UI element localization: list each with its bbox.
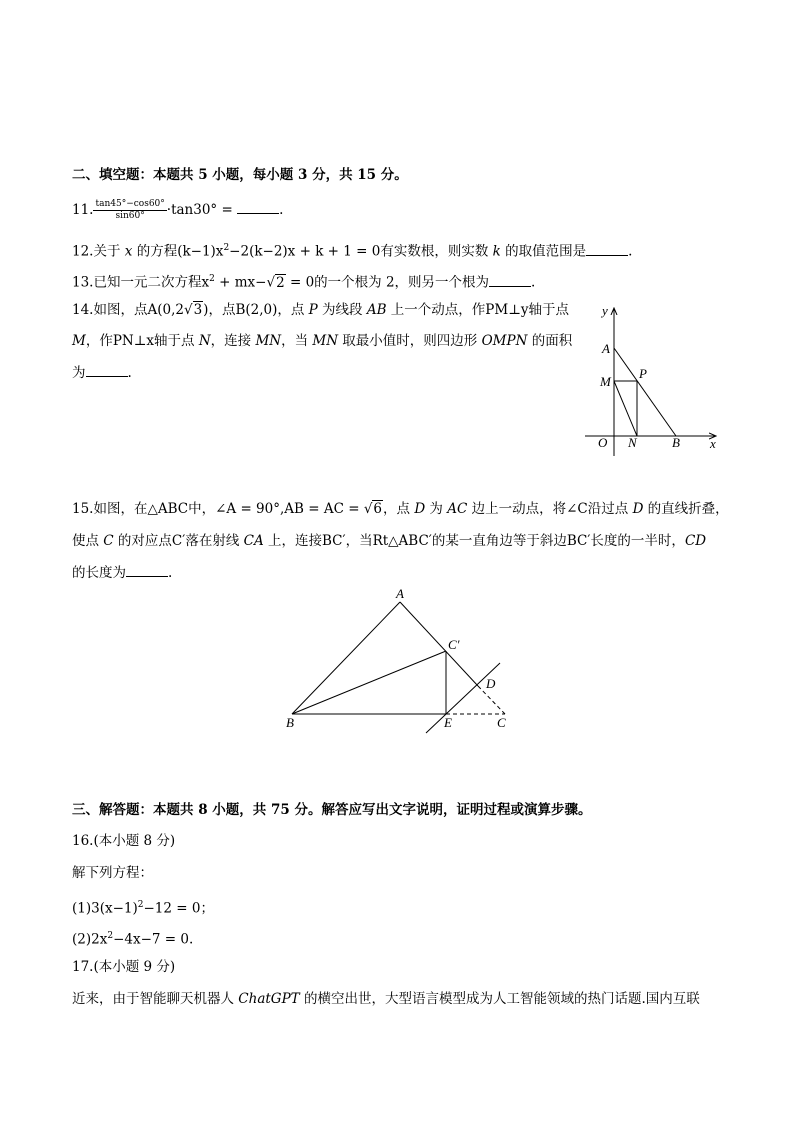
label-x: x xyxy=(710,436,716,451)
question-14-line-3: 为 . xyxy=(72,365,132,381)
question-text: 为 xyxy=(425,501,448,517)
question-text: −2(k−2)x + k + 1 = 0有实数根，则实数 xyxy=(229,243,493,260)
variable: D xyxy=(632,501,644,517)
variable: OMPN xyxy=(481,333,528,349)
segment-ab xyxy=(614,348,676,436)
radicand: 2 xyxy=(276,274,285,291)
question-16-instruction: 解下列方程： xyxy=(72,865,153,881)
answer-blank[interactable] xyxy=(489,274,531,287)
variable: AC xyxy=(447,501,468,517)
question-13: 13.已知一元二次方程$x^2 + mx-√2 = 0$的一个根为 2，则另一个根为 . xyxy=(72,274,536,291)
question-text: 边上一动点，将∠C沿过点 xyxy=(467,501,633,517)
label-p: P xyxy=(639,366,647,381)
question-number: 12. xyxy=(72,243,94,260)
label-y: y xyxy=(602,303,608,318)
fraction xyxy=(93,199,166,222)
answer-blank[interactable] xyxy=(126,564,168,577)
variable: MN xyxy=(255,333,282,349)
question-text: 关于 xyxy=(93,243,125,260)
exponent: 2 xyxy=(137,900,144,910)
question-text: 为 xyxy=(72,365,86,381)
exponent: 2 xyxy=(107,931,114,941)
fraction-numerator: tan45°−cos60° xyxy=(95,199,165,209)
question-15-line-1: 15.如图，在△ABC中，∠A = 90°,AB = AC = √6，点 D 为 AC 边上一动点，将∠C沿过点 D 的直线折叠， xyxy=(72,501,729,517)
question-text: 15.如图，在△ABC中，∠A = 90°,AB = AC = xyxy=(72,501,364,517)
question-text: 已知一元二次方程x xyxy=(93,274,210,291)
variable: CD xyxy=(684,533,707,549)
question-text: 近来，由于智能聊天机器人 xyxy=(72,991,239,1007)
question-17-text xyxy=(72,989,700,1009)
question-text: 的横空出世，大型语言模型成为人工智能领域的热门话题.国内互联 xyxy=(299,991,700,1007)
question-text: 的长度为 xyxy=(72,565,126,581)
question-text: 上，连接BC′，当Rt△ABC′的某一直角边等于斜边BC′长度的一半时， xyxy=(263,533,685,549)
variable: D xyxy=(414,501,426,517)
variable: N xyxy=(198,333,211,349)
segment-bc-prime xyxy=(292,651,446,714)
variable: k xyxy=(492,243,501,260)
answer-blank[interactable] xyxy=(586,243,628,256)
question-text: ，连接 xyxy=(210,333,256,349)
segment-ab xyxy=(292,602,400,714)
question-11: 11. $\frac{\tan 45^\circ-\cos 60^\circ}{\sin 60^\circ}$ ·tan30° = . xyxy=(72,199,284,221)
question-14-line-1: 14.如图，点A(0,2√3)，点B(2,0)，点 P 为线段 AB 上一个动点，作PM⊥y轴于点 xyxy=(72,302,570,318)
variable: M xyxy=(72,333,86,349)
question-12: 12.关于 x 的方程$(k-1)x^2-2(k-2)x + k + 1 = 0$有实数根，则实数 k 的取值范围是 . xyxy=(72,243,633,260)
answer-blank[interactable] xyxy=(237,201,279,214)
label-b: B xyxy=(286,715,294,730)
question-text: 14.如图，点A(0,2 xyxy=(72,302,184,318)
segment-mn xyxy=(614,381,637,436)
equation-text: −12 = 0； xyxy=(143,900,214,917)
question-16-equation-2 xyxy=(72,926,193,950)
radicand: 6 xyxy=(373,501,383,517)
question-number: 13. xyxy=(72,274,94,291)
question-text: 使点 xyxy=(72,533,104,549)
answer-blank[interactable] xyxy=(86,364,128,377)
variable: P xyxy=(308,302,318,318)
equation-text: (2)2x xyxy=(72,931,108,948)
label-c: C xyxy=(497,715,506,730)
question-text: )，点B(2,0)，点 xyxy=(203,302,309,318)
question-text: + mx− xyxy=(214,274,267,291)
question-text: 的面积 xyxy=(527,333,573,349)
variable: MN xyxy=(312,333,339,349)
question-text: 的直线折叠， xyxy=(643,501,729,517)
section-heading-fill-in: 二、填空题：本题共 5 小题，每小题 3 分，共 15 分。 xyxy=(72,167,408,183)
coordinate-figure-q14 xyxy=(580,298,730,458)
section-heading-solutions: 三、解答题：本题共 8 小题，共 75 分。解答应写出文字说明，证明过程或演算步骤。 xyxy=(72,802,592,818)
question-text: 的取值范围是 xyxy=(500,243,587,260)
label-e: E xyxy=(444,715,452,730)
question-text: 取最小值时，则四边形 xyxy=(338,333,482,349)
question-text: ·tan30° = xyxy=(166,202,233,218)
label-b: B xyxy=(672,435,680,450)
variable: x xyxy=(124,243,133,260)
question-text: 的对应点C′落在射线 xyxy=(113,533,244,549)
question-text: 的方程(k−1)x xyxy=(132,243,224,260)
question-text: 上一个动点，作PM⊥y轴于点 xyxy=(386,302,570,318)
label-a: A xyxy=(396,586,404,601)
question-17-title: 17.(本小题 9 分) xyxy=(72,959,176,975)
question-text: ，点 xyxy=(383,501,415,517)
question-15-line-3: 的长度为 . xyxy=(72,565,173,581)
question-15-line-2 xyxy=(72,531,706,551)
question-text: 为线段 xyxy=(317,302,367,318)
label-o: O xyxy=(598,435,608,450)
question-16-equation-1 xyxy=(72,895,214,919)
equation-text: −4x−7 = 0. xyxy=(113,931,194,948)
variable: AB xyxy=(366,302,387,318)
radicand: 3 xyxy=(193,302,203,318)
label-a: A xyxy=(602,341,610,356)
variable: C xyxy=(103,533,114,549)
label-d: D xyxy=(486,676,496,691)
exponent: 2 xyxy=(209,274,215,284)
variable: CA xyxy=(243,533,264,549)
question-text: ，当 xyxy=(281,333,313,349)
label-n: N xyxy=(628,435,637,450)
label-m: M xyxy=(600,374,611,389)
exponent: 2 xyxy=(223,243,230,253)
equation-text: (1)3(x−1) xyxy=(72,900,138,917)
question-number: 11. xyxy=(72,202,94,218)
fraction-denominator: sin60° xyxy=(115,211,145,221)
triangle-figure-q15 xyxy=(280,585,530,735)
question-16-title: 16.(本小题 8 分) xyxy=(72,833,176,849)
question-text: = 0的一个根为 2，则另一个根为 xyxy=(285,274,490,291)
label-c-prime: C′ xyxy=(448,637,460,652)
question-14-line-2 xyxy=(72,331,572,351)
segment-ad xyxy=(400,602,478,686)
product-name: ChatGPT xyxy=(238,991,300,1007)
question-text: ，作PN⊥x轴于点 xyxy=(85,333,199,349)
